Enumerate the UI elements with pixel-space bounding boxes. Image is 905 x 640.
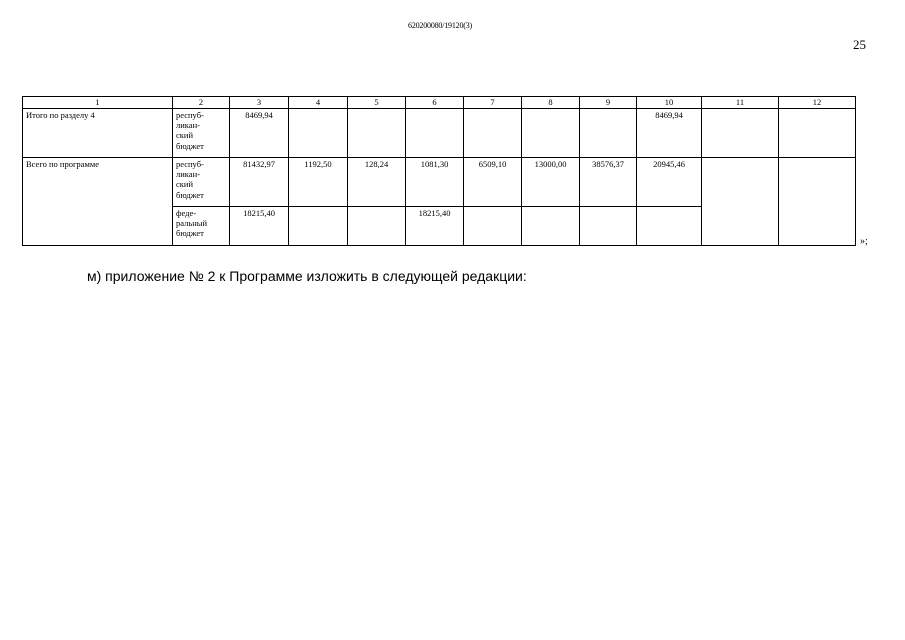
budget-source: респуб- ликан- ский бюджет — [173, 109, 230, 158]
table-cell — [702, 158, 779, 246]
table-cell: 13000,00 — [522, 158, 580, 207]
column-header: 6 — [406, 97, 464, 109]
table-row — [23, 109, 856, 158]
table-cell — [406, 109, 464, 158]
budget-source: феде- ральный бюджет — [173, 207, 230, 246]
table-cell: 18215,40 — [406, 207, 464, 246]
table-cell: 1081,30 — [406, 158, 464, 207]
closing-quote: »; — [860, 236, 868, 247]
table-cell — [779, 109, 856, 158]
table-cell: 1192,50 — [289, 158, 348, 207]
row-label: Итого по разделу 4 — [23, 109, 173, 158]
row-label: Всего по программе — [23, 158, 173, 246]
table-cell: 8469,94 — [230, 109, 289, 158]
table-cell: 8469,94 — [637, 109, 702, 158]
table-cell — [464, 207, 522, 246]
column-header: 2 — [173, 97, 230, 109]
table-row — [23, 158, 856, 207]
table-cell: 18215,40 — [230, 207, 289, 246]
table-cell: 6509,10 — [464, 158, 522, 207]
table-cell — [348, 207, 406, 246]
document-code: 620200080/19120(3) — [408, 21, 472, 30]
table-header-row — [23, 97, 856, 109]
column-header: 1 — [23, 97, 173, 109]
column-header: 8 — [522, 97, 580, 109]
table-cell: 38576,37 — [580, 158, 637, 207]
table-cell — [637, 207, 702, 246]
table-cell: 128,24 — [348, 158, 406, 207]
table-cell — [289, 207, 348, 246]
table-cell — [779, 158, 856, 246]
table-cell: 81432,97 — [230, 158, 289, 207]
column-header: 7 — [464, 97, 522, 109]
table-cell — [702, 109, 779, 158]
column-header: 3 — [230, 97, 289, 109]
table-cell — [580, 109, 637, 158]
column-header: 9 — [580, 97, 637, 109]
column-header: 11 — [702, 97, 779, 109]
instruction-text: м) приложение № 2 к Программе изложить в следующей редакции: — [87, 268, 527, 284]
table-cell — [289, 109, 348, 158]
table-cell — [580, 207, 637, 246]
budget-table — [22, 96, 856, 246]
table-cell — [522, 207, 580, 246]
column-header: 10 — [637, 97, 702, 109]
budget-source: респуб- ликан- ский бюджет — [173, 158, 230, 207]
page-number: 25 — [853, 37, 866, 52]
column-header: 4 — [289, 97, 348, 109]
column-header: 5 — [348, 97, 406, 109]
table-cell — [522, 109, 580, 158]
column-header: 12 — [779, 97, 856, 109]
table-cell — [464, 109, 522, 158]
table-cell — [348, 109, 406, 158]
table-cell: 20945,46 — [637, 158, 702, 207]
